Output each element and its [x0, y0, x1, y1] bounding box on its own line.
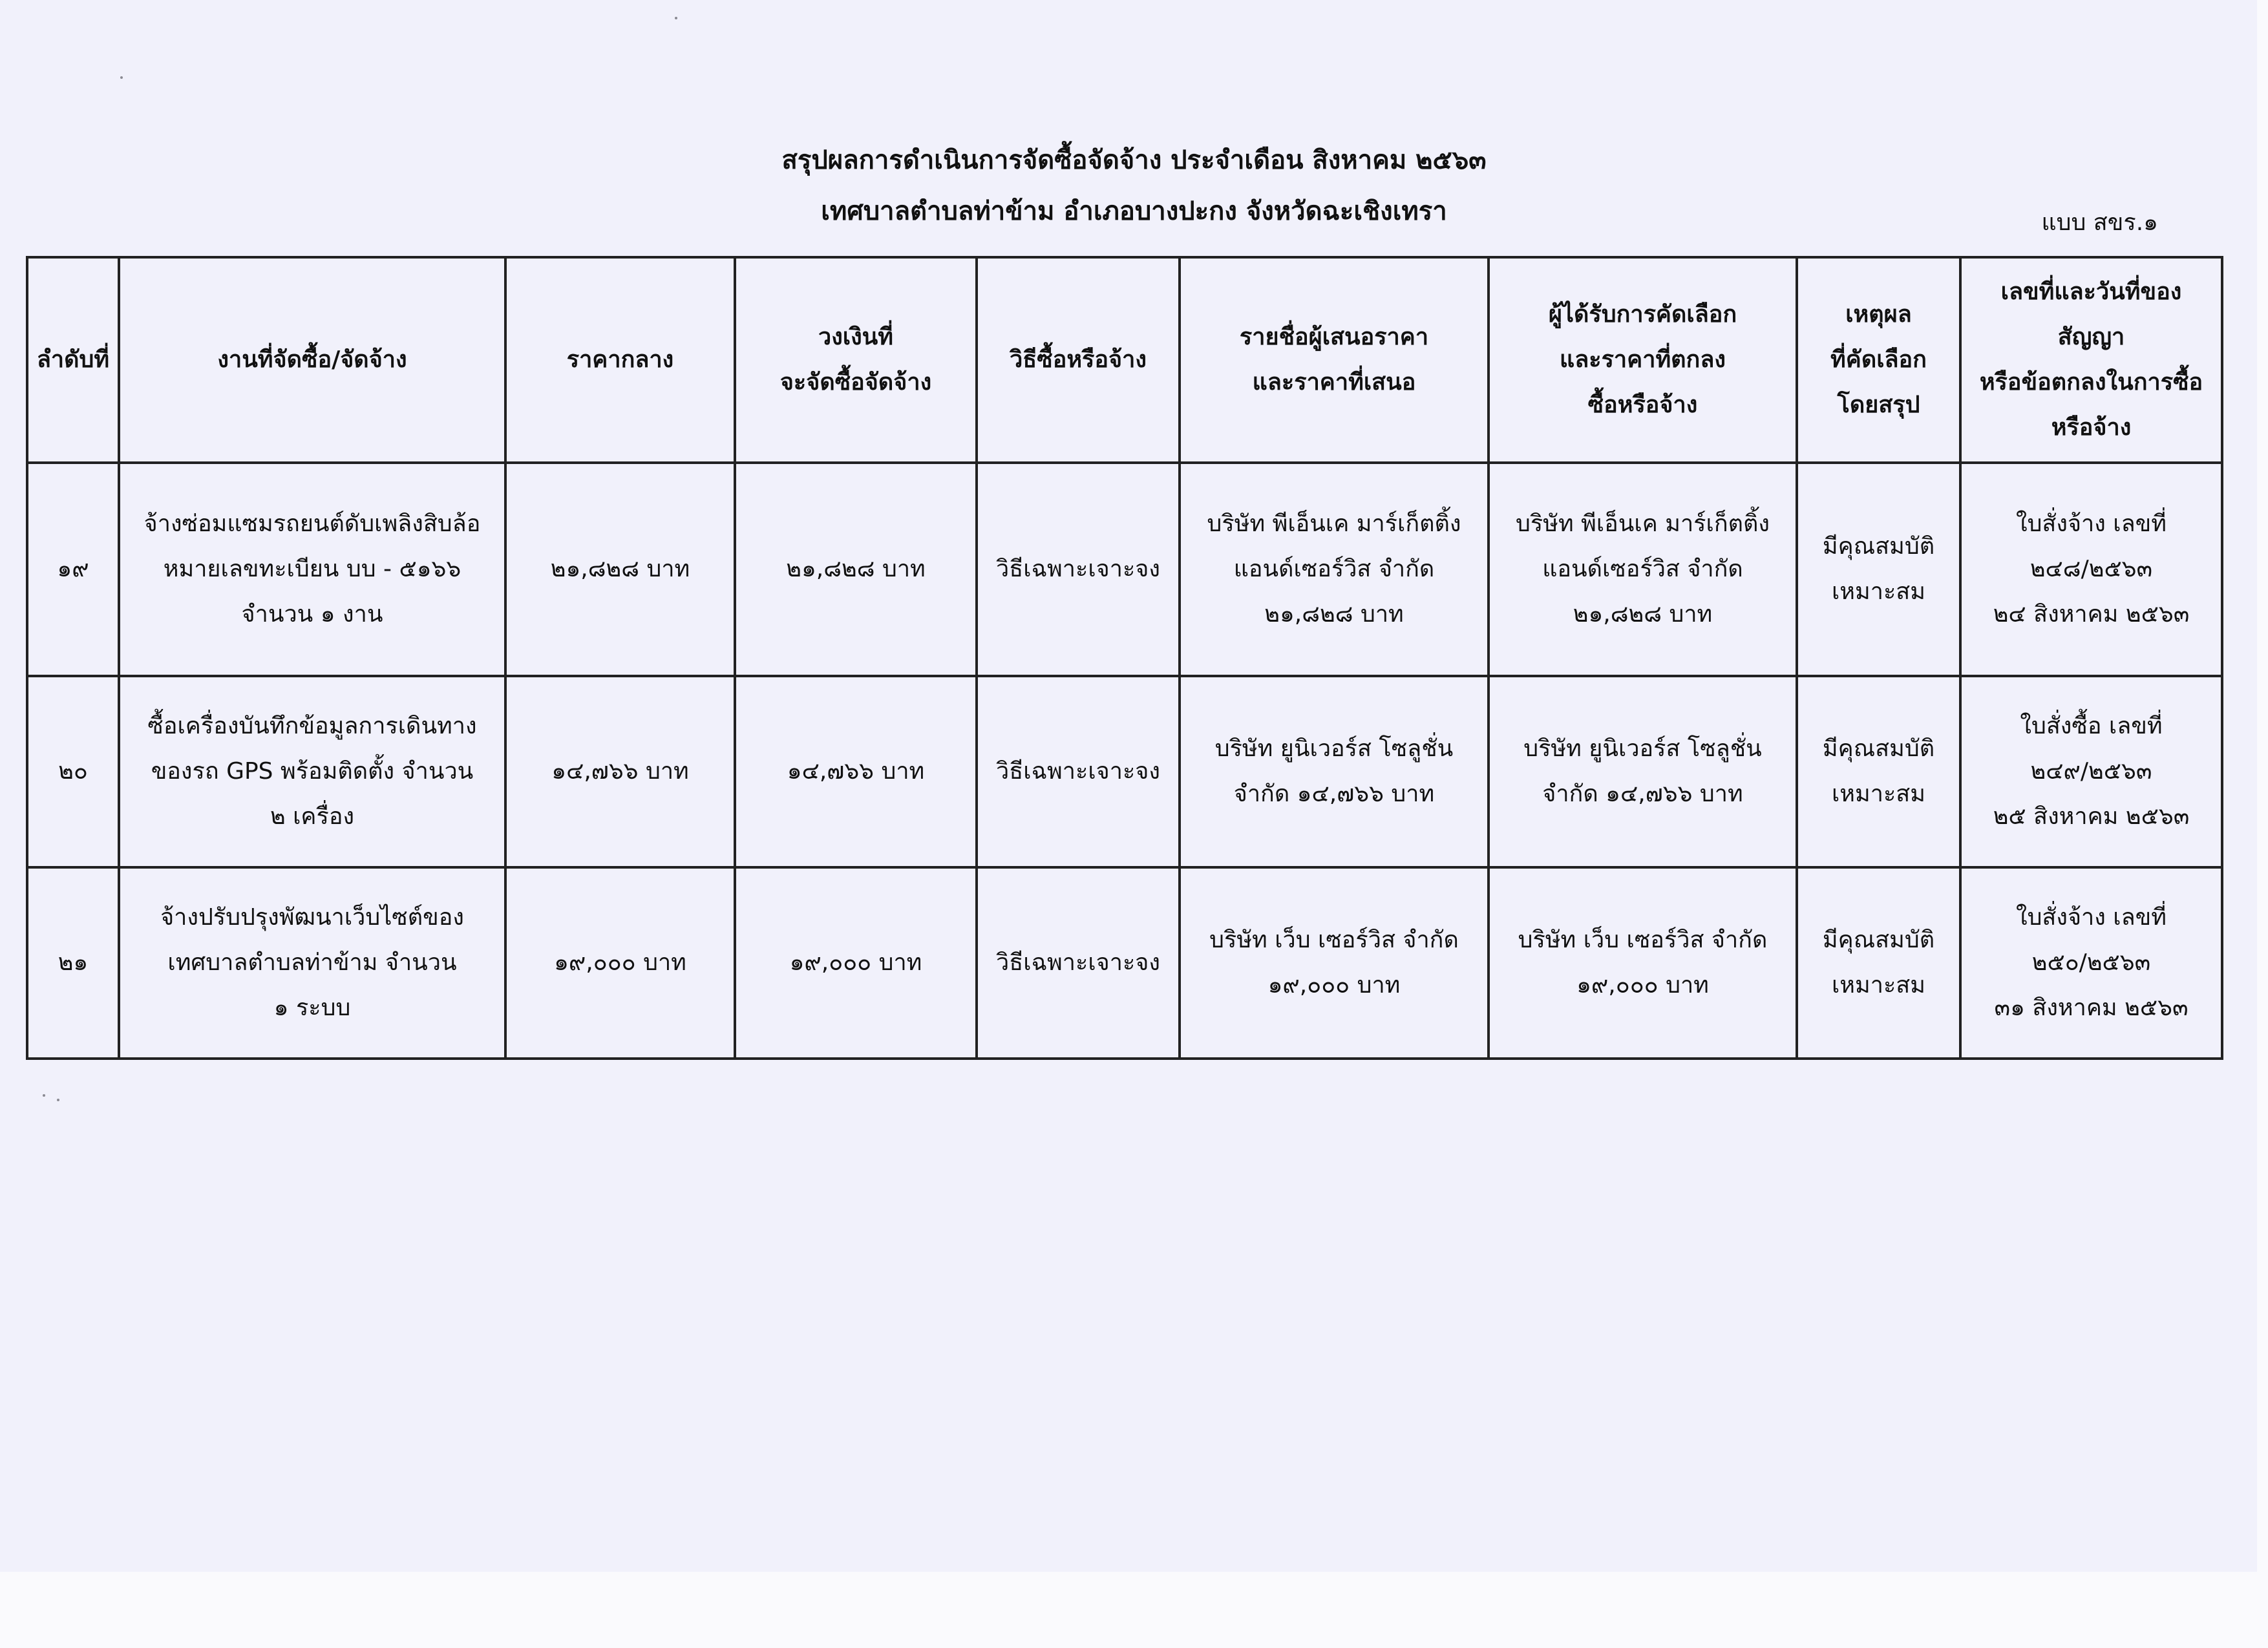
cell-budget: ๑๔,๗๖๖ บาท	[735, 676, 977, 867]
table-row	[27, 463, 2222, 676]
form-code: แบบ สขร.๑	[2041, 209, 2158, 236]
column-header-reference-price: ราคากลาง	[505, 257, 735, 463]
header-row	[27, 257, 2222, 463]
cell-reference-price: ๑๙,๐๐๐ บาท	[505, 867, 735, 1059]
cell-no: ๒๑	[27, 867, 119, 1059]
cell-contract: ใบสั่งซื้อ เลขที่ ๒๔๙/๒๕๖๓ ๒๕ สิงหาคม ๒๕๖๓	[1960, 676, 2222, 867]
column-header-budget: วงเงินที่ จะจัดซื้อจัดจ้าง	[735, 257, 977, 463]
column-header-contract: เลขที่และวันที่ของ สัญญา หรือข้อตกลงในการซื้อ หรือจ้าง	[1960, 257, 2222, 463]
cell-method: วิธีเฉพาะเจาะจง	[977, 463, 1180, 676]
scan-speck	[675, 17, 677, 19]
document-title: สรุปผลการดำเนินการจัดซื้อจัดจ้าง ประจำเดือน สิงหาคม ๒๕๖๓	[781, 145, 1487, 175]
table-row	[27, 676, 2222, 867]
page-edge	[0, 1572, 2268, 1648]
page-edge	[2257, 0, 2268, 1572]
cell-item: จ้างปรับปรุงพัฒนาเว็บไซต์ของ เทศบาลตำบลท่าข้าม จำนวน ๑ ระบบ	[119, 867, 505, 1059]
cell-reference-price: ๑๔,๗๖๖ บาท	[505, 676, 735, 867]
cell-no: ๒๐	[27, 676, 119, 867]
cell-reason: มีคุณสมบัติ เหมาะสม	[1797, 867, 1960, 1059]
scan-speck	[57, 1099, 59, 1101]
document-subtitle: เทศบาลตำบลท่าข้าม อำเภอบางปะกง จังหวัดฉะเชิงเทรา	[821, 196, 1447, 226]
cell-bidders: บริษัท เว็บ เซอร์วิส จำกัด ๑๙,๐๐๐ บาท	[1180, 867, 1489, 1059]
column-header-winner: ผู้ได้รับการคัดเลือก และราคาที่ตกลง ซื้อหรือจ้าง	[1489, 257, 1797, 463]
cell-reason: มีคุณสมบัติ เหมาะสม	[1797, 463, 1960, 676]
cell-reference-price: ๒๑,๘๒๘ บาท	[505, 463, 735, 676]
cell-item: จ้างซ่อมแซมรถยนต์ดับเพลิงสิบล้อ หมายเลขทะเบียน บบ - ๕๑๖๖ จำนวน ๑ งาน	[119, 463, 505, 676]
column-header-reason: เหตุผล ที่คัดเลือก โดยสรุป	[1797, 257, 1960, 463]
cell-budget: ๒๑,๘๒๘ บาท	[735, 463, 977, 676]
cell-winner: บริษัท ยูนิเวอร์ส โซลูชั่น จำกัด ๑๔,๗๖๖ บาท	[1489, 676, 1797, 867]
cell-bidders: บริษัท พีเอ็นเค มาร์เก็ตติ้ง แอนด์เซอร์วิส จำกัด ๒๑,๘๒๘ บาท	[1180, 463, 1489, 676]
cell-item: ซื้อเครื่องบันทึกข้อมูลการเดินทาง ของรถ GPS พร้อมติดตั้ง จำนวน ๒ เครื่อง	[119, 676, 505, 867]
cell-no: ๑๙	[27, 463, 119, 676]
column-header-method: วิธีซื้อหรือจ้าง	[977, 257, 1180, 463]
cell-method: วิธีเฉพาะเจาะจง	[977, 867, 1180, 1059]
scan-speck	[120, 76, 123, 79]
scan-speck	[43, 1094, 45, 1097]
cell-bidders: บริษัท ยูนิเวอร์ส โซลูชั่น จำกัด ๑๔,๗๖๖ บาท	[1180, 676, 1489, 867]
cell-budget: ๑๙,๐๐๐ บาท	[735, 867, 977, 1059]
cell-reason: มีคุณสมบัติ เหมาะสม	[1797, 676, 1960, 867]
cell-method: วิธีเฉพาะเจาะจง	[977, 676, 1180, 867]
cell-contract: ใบสั่งจ้าง เลขที่ ๒๕๐/๒๕๖๓ ๓๑ สิงหาคม ๒๕๖๓	[1960, 867, 2222, 1059]
procurement-table	[26, 256, 2223, 1060]
cell-contract: ใบสั่งจ้าง เลขที่ ๒๔๘/๒๕๖๓ ๒๔ สิงหาคม ๒๕๖๓	[1960, 463, 2222, 676]
cell-winner: บริษัท เว็บ เซอร์วิส จำกัด ๑๙,๐๐๐ บาท	[1489, 867, 1797, 1059]
table-row	[27, 867, 2222, 1059]
column-header-item: งานที่จัดซื้อ/จัดจ้าง	[119, 257, 505, 463]
column-header-bidders: รายชื่อผู้เสนอราคา และราคาที่เสนอ	[1180, 257, 1489, 463]
cell-winner: บริษัท พีเอ็นเค มาร์เก็ตติ้ง แอนด์เซอร์วิส จำกัด ๒๑,๘๒๘ บาท	[1489, 463, 1797, 676]
column-header-no: ลำดับที่	[27, 257, 119, 463]
